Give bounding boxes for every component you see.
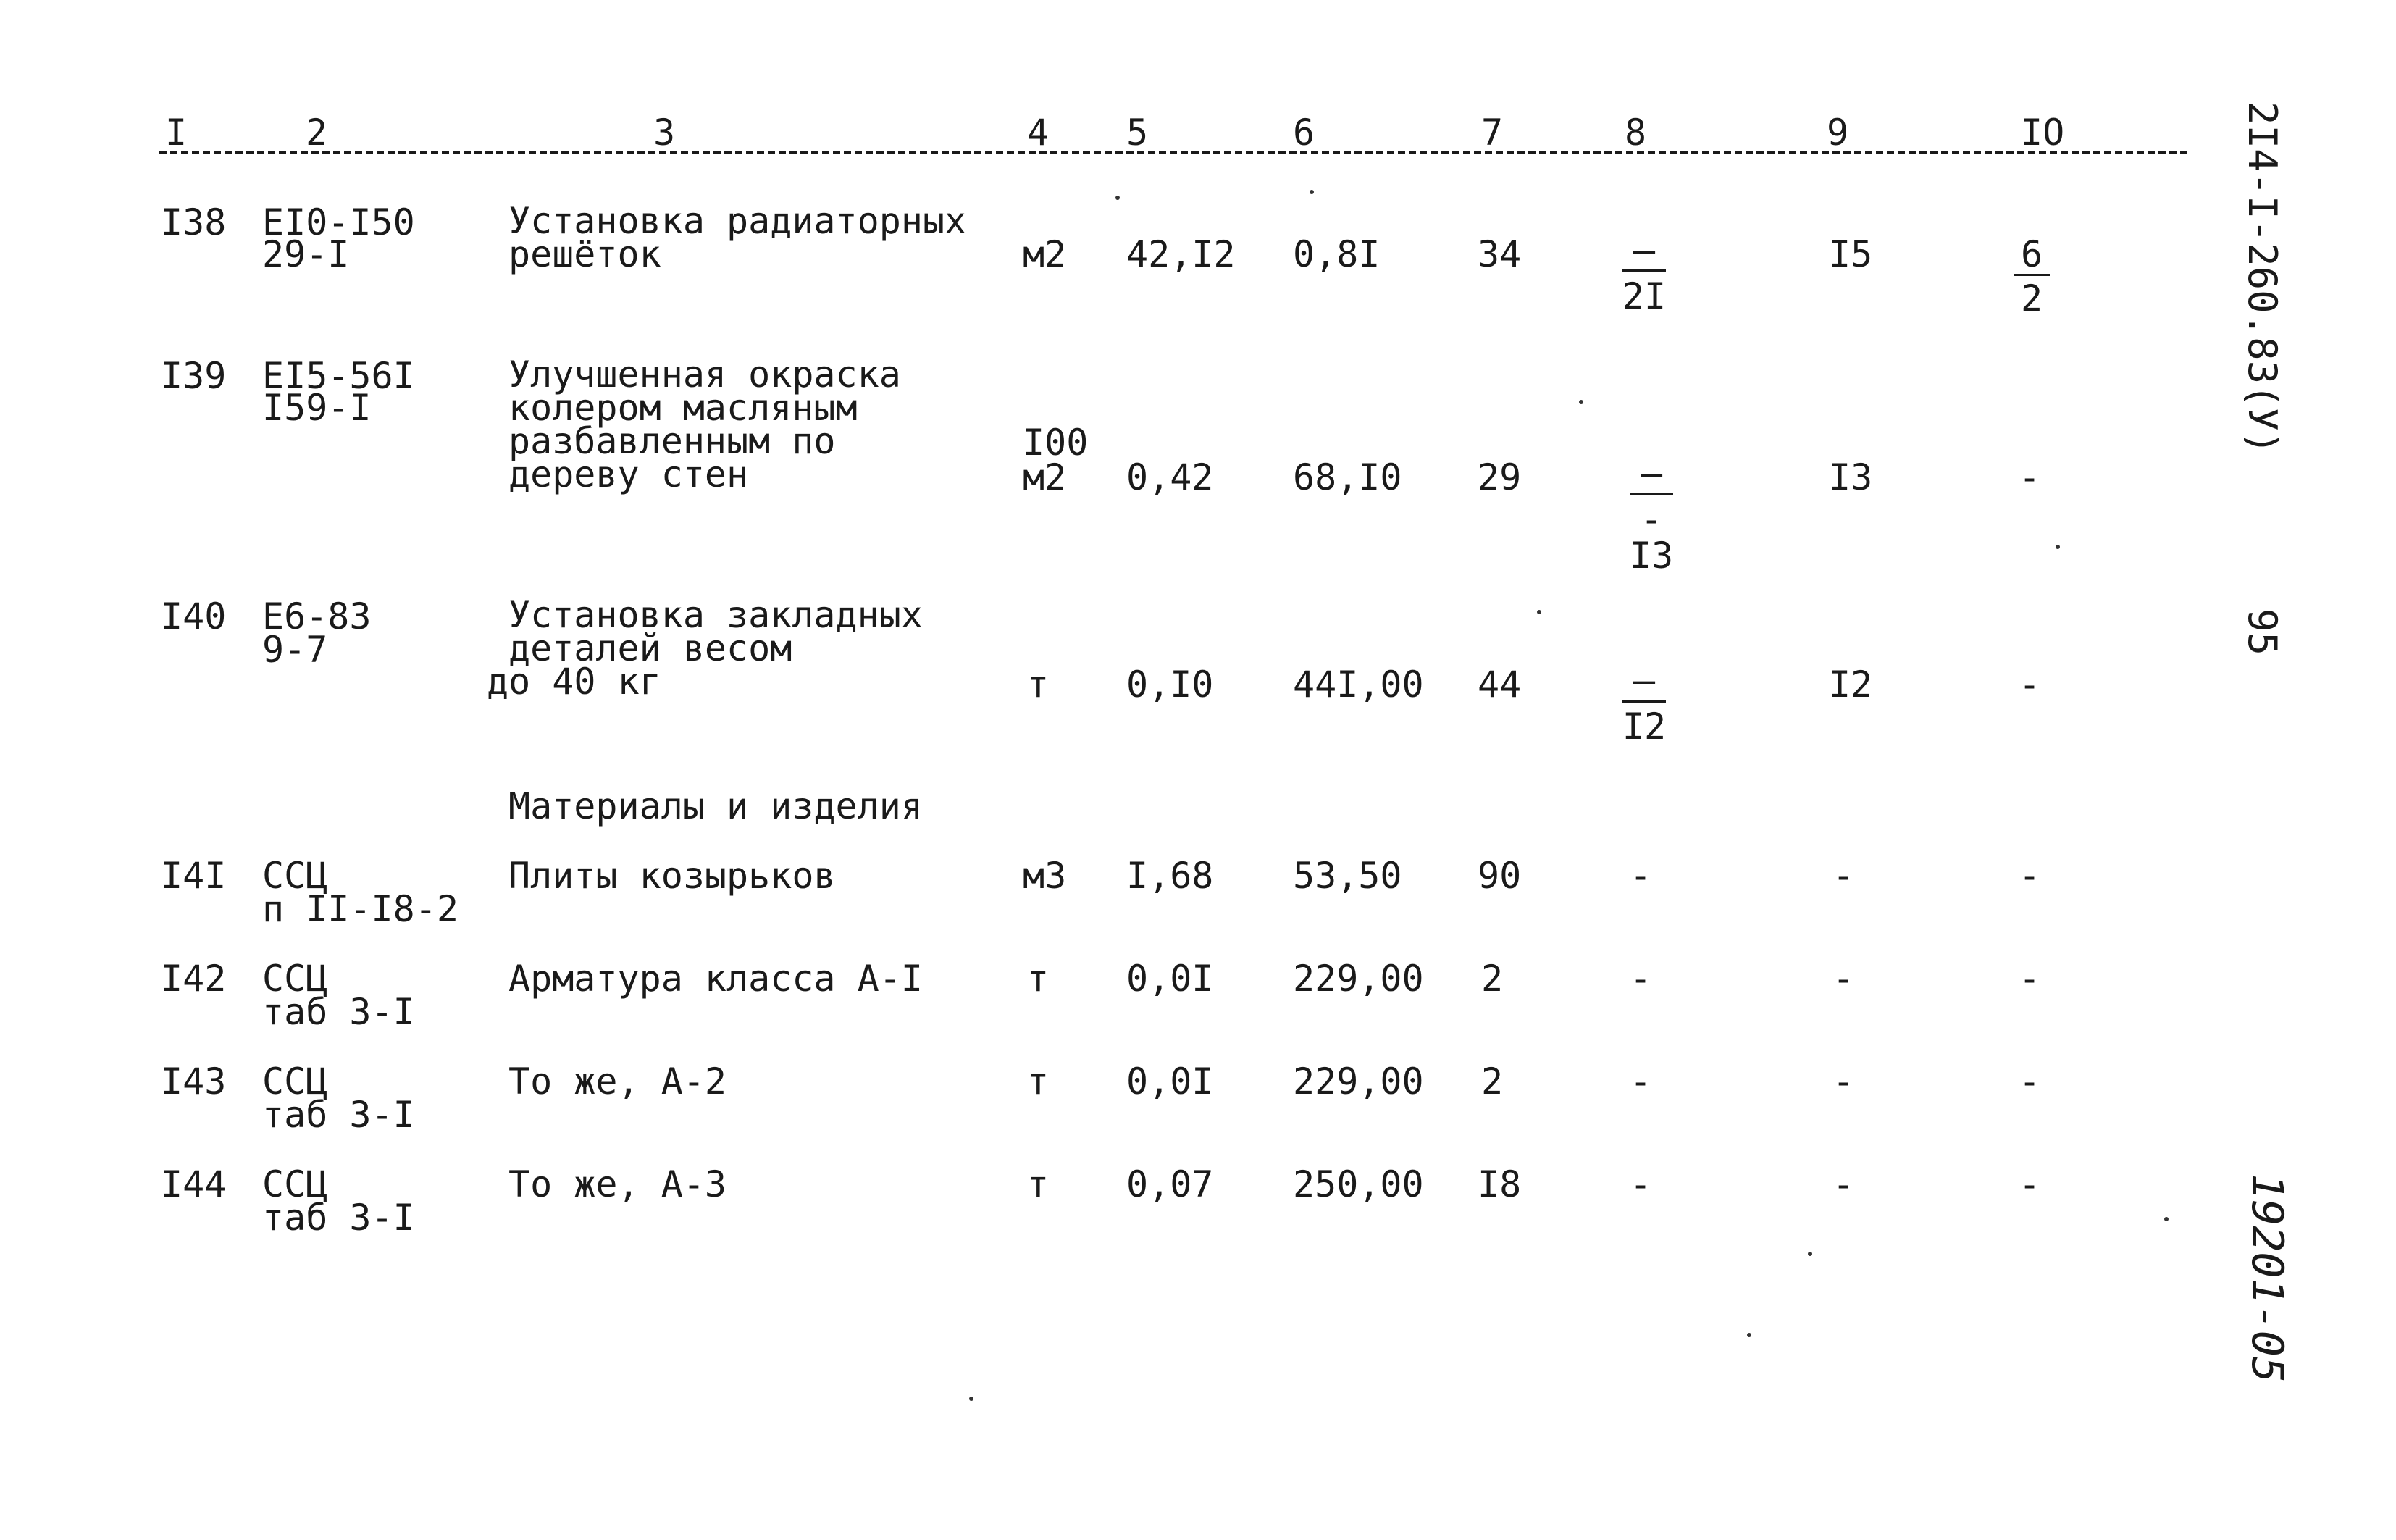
col9-value: - [1832, 855, 1855, 897]
unit-price: 229,00 [1293, 958, 1424, 1000]
norm-subcode: п II-I8-2 [262, 888, 458, 930]
sheet-code: 19201-05 [2242, 1173, 2292, 1383]
unit: т [1027, 664, 1050, 706]
norm-subcode: таб 3-I [262, 991, 415, 1033]
quantity: 0,0I [1126, 1060, 1214, 1102]
header-col-1: I [165, 112, 188, 154]
norm-subcode: таб 3-I [262, 1197, 415, 1239]
total-cost: 2 [1481, 958, 1504, 1000]
col9-value: I3 [1829, 456, 1873, 498]
col9-value: I5 [1829, 233, 1873, 275]
unit: т [1027, 1060, 1050, 1102]
document-code: 2I4-I-260.83(У) [2240, 101, 2285, 455]
row-number: I39 [161, 355, 227, 397]
col8-value: - [1630, 855, 1652, 897]
header-col-5: 5 [1126, 112, 1149, 154]
quantity: 0,0I [1126, 958, 1214, 1000]
unit-price: 250,00 [1293, 1163, 1424, 1205]
quantity: 0,42 [1126, 456, 1214, 498]
norm-code: ССЦ [262, 958, 328, 1000]
scan-speck [969, 1397, 973, 1401]
col10-value: - [2019, 1060, 2041, 1102]
work-description: Улучшенная окраска колером масляным разбавленным по дереву стен [508, 353, 901, 495]
col10-value: - [2019, 456, 2041, 498]
total-cost: 2 [1481, 1060, 1504, 1102]
header-col-4: 4 [1027, 112, 1050, 154]
col10-value: - [2019, 855, 2041, 897]
total-cost: 34 [1478, 233, 1522, 275]
work-description: То же, А-3 [508, 1163, 727, 1205]
norm-code: ССЦ [262, 855, 328, 897]
unit: м2 [1023, 456, 1067, 498]
col8-fraction: – -I3 [1629, 452, 1674, 577]
quantity: 0,07 [1126, 1163, 1214, 1205]
scan-speck [1579, 400, 1583, 404]
work-description: Арматура класса А-I [508, 958, 923, 1000]
col9-value: I2 [1829, 664, 1873, 706]
quantity: I,68 [1126, 855, 1214, 897]
scan-speck [1115, 196, 1120, 200]
header-col-8: 8 [1625, 112, 1647, 154]
unit-price: 53,50 [1293, 855, 1402, 897]
norm-subcode: 29-I [262, 233, 350, 275]
norm-subcode: I59-I [262, 387, 372, 429]
work-description: Установка радиаторных решёток [508, 200, 967, 275]
col8-value: - [1630, 958, 1652, 1000]
row-number: I4I [161, 855, 227, 897]
norm-code: ССЦ [262, 1163, 328, 1205]
scan-speck [2056, 545, 2060, 549]
quantity: 0,I0 [1126, 664, 1214, 706]
unit-price: 0,8I [1293, 233, 1381, 275]
col10-fraction: 6 2 [2014, 236, 2050, 317]
scan-speck [1310, 190, 1314, 194]
scan-speck [1808, 1252, 1812, 1256]
unit: т [1027, 958, 1050, 1000]
norm-code: ССЦ [262, 1060, 328, 1102]
header-col-7: 7 [1481, 112, 1504, 154]
total-cost: I8 [1478, 1163, 1522, 1205]
work-description: То же, А-2 [508, 1060, 727, 1102]
norm-code: EI0-I50 [262, 201, 415, 243]
unit-price: 68,I0 [1293, 456, 1402, 498]
scan-speck [2164, 1217, 2169, 1221]
header-col-3: 3 [653, 112, 676, 154]
total-cost: 90 [1478, 855, 1522, 897]
unit: т [1027, 1163, 1050, 1205]
col8-fraction: – 2I [1622, 229, 1667, 317]
quantity: 42,I2 [1126, 233, 1236, 275]
scan-speck [1747, 1333, 1751, 1337]
col9-value: - [1832, 1163, 1855, 1205]
unit: м3 [1023, 855, 1067, 897]
col8-value: - [1630, 1060, 1652, 1102]
row-number: I43 [161, 1060, 227, 1102]
norm-code: EI5-56I [262, 355, 415, 397]
scan-speck [1537, 610, 1541, 614]
row-number: I40 [161, 595, 227, 637]
norm-subcode: таб 3-I [262, 1094, 415, 1136]
header-col-6: 6 [1293, 112, 1315, 154]
col9-value: - [1832, 958, 1855, 1000]
header-divider [159, 151, 2187, 154]
unit-multiplier: I00 [1023, 422, 1089, 464]
page-number: 95 [2240, 608, 2285, 656]
header-col-2: 2 [306, 112, 328, 154]
total-cost: 29 [1478, 456, 1522, 498]
total-cost: 44 [1478, 664, 1522, 706]
unit-price: 44I,00 [1293, 664, 1424, 706]
row-number: I38 [161, 201, 227, 243]
col10-value: - [2019, 958, 2041, 1000]
work-description: Установка закладных деталей весом до 40 кг [487, 594, 923, 703]
col8-fraction: – I2 [1622, 659, 1667, 748]
col10-value: - [2019, 1163, 2041, 1205]
header-col-9: 9 [1827, 112, 1849, 154]
col9-value: - [1832, 1060, 1855, 1102]
unit-price: 229,00 [1293, 1060, 1424, 1102]
unit: м2 [1023, 233, 1067, 275]
header-col-10: IO [2021, 112, 2065, 154]
col10-value: - [2019, 664, 2041, 706]
row-number: I42 [161, 958, 227, 1000]
row-number: I44 [161, 1163, 227, 1205]
section-heading: Материалы и изделия [508, 785, 923, 827]
col8-value: - [1630, 1163, 1652, 1205]
work-description: Плиты козырьков [508, 855, 836, 897]
norm-subcode: 9-7 [262, 629, 328, 671]
norm-code: E6-83 [262, 595, 372, 637]
